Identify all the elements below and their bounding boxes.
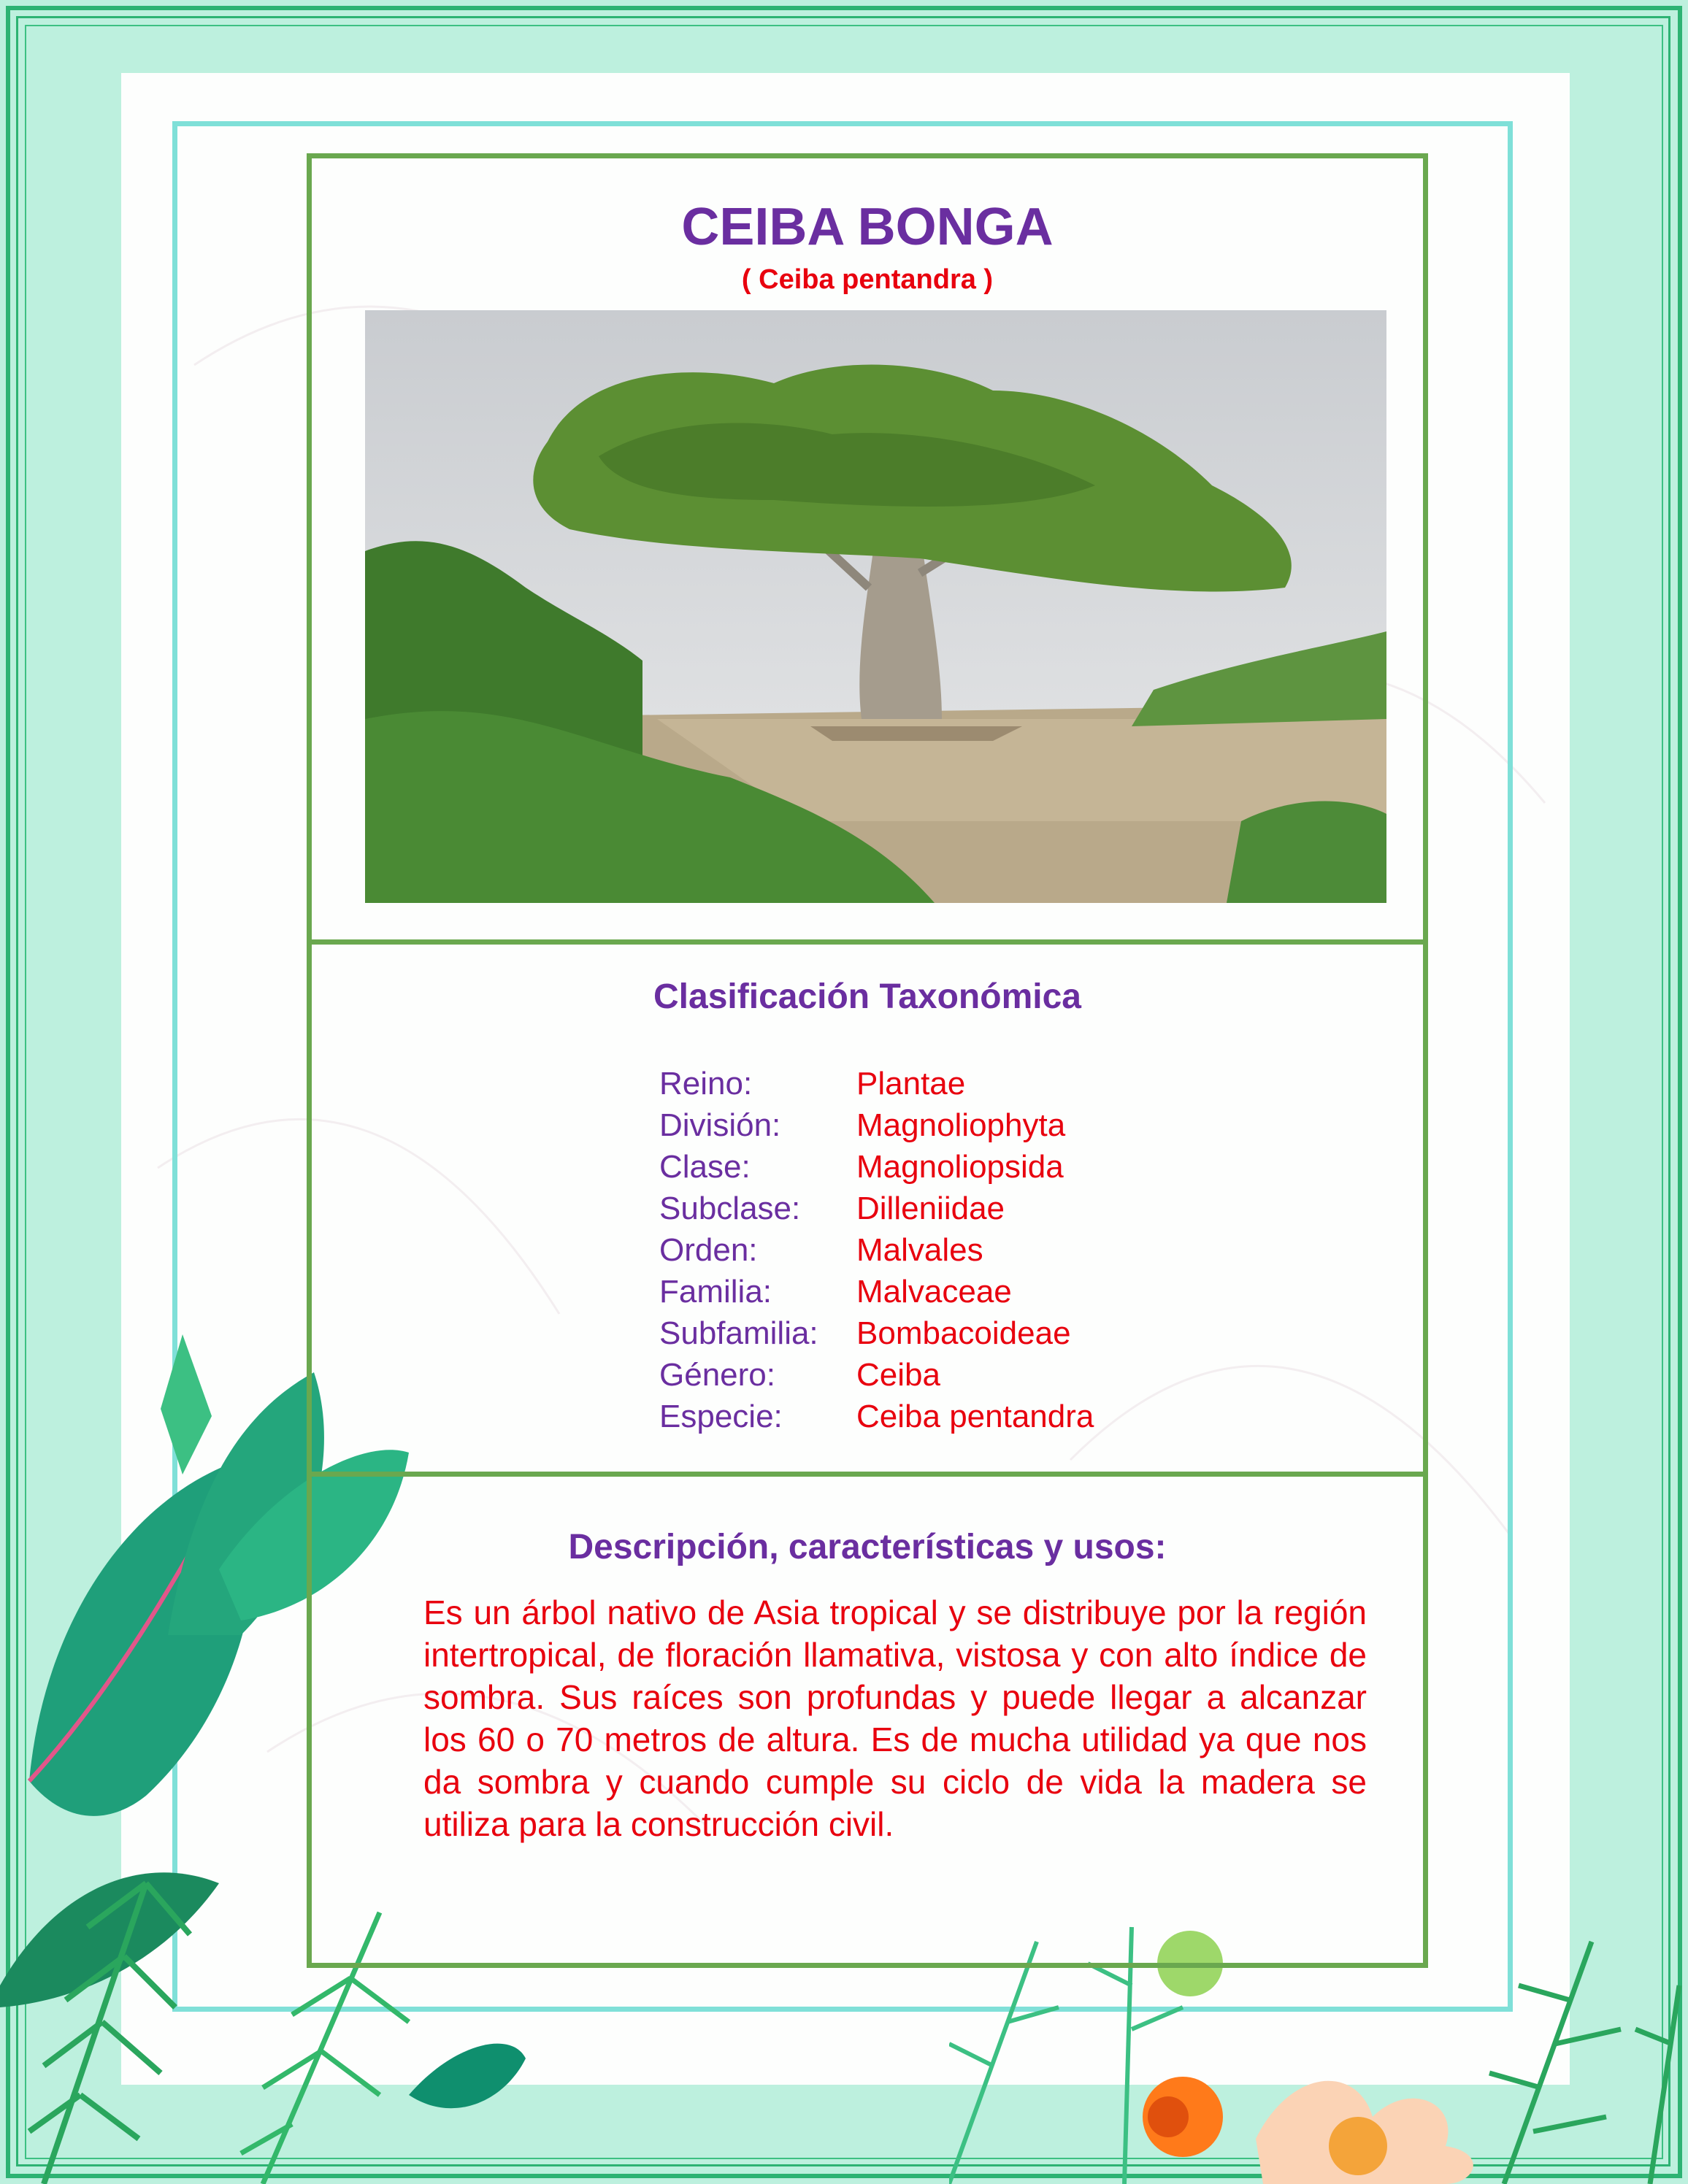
taxonomy-row bbox=[659, 1188, 1094, 1229]
taxonomy-table bbox=[659, 1063, 1094, 1437]
taxonomy-value: Bombacoideae bbox=[856, 1315, 1071, 1351]
taxonomy-value: Ceiba bbox=[856, 1357, 940, 1393]
taxonomy-value: Magnoliopsida bbox=[856, 1149, 1064, 1185]
taxonomy-label: Subfamilia: bbox=[659, 1315, 818, 1351]
taxonomy-row bbox=[659, 1312, 1094, 1354]
taxonomy-value: Ceiba pentandra bbox=[856, 1399, 1094, 1434]
description-heading: Descripción, características y usos: bbox=[568, 1528, 1167, 1566]
taxonomy-row bbox=[659, 1229, 1094, 1271]
taxonomy-label: Familia: bbox=[659, 1274, 772, 1310]
scientific-name: ( Ceiba pentandra ) bbox=[741, 264, 994, 295]
taxonomy-label: Género: bbox=[659, 1357, 775, 1393]
taxonomy-label: Clase: bbox=[659, 1149, 751, 1185]
taxonomy-value: Magnoliophyta bbox=[856, 1107, 1066, 1143]
taxonomy-label: Reino: bbox=[659, 1066, 753, 1101]
taxonomy-heading: Clasificación Taxonómica bbox=[653, 977, 1081, 1016]
page-title: CEIBA BONGA bbox=[681, 198, 1054, 256]
taxonomy-label: Especie: bbox=[659, 1399, 783, 1434]
taxonomy-row bbox=[659, 1354, 1094, 1396]
taxonomy-row bbox=[659, 1271, 1094, 1312]
taxonomy-label: Orden: bbox=[659, 1232, 758, 1268]
taxonomy-value: Malvaceae bbox=[856, 1274, 1012, 1310]
taxonomy-row bbox=[659, 1396, 1094, 1437]
taxonomy-value: Malvales bbox=[856, 1232, 983, 1268]
taxonomy-row bbox=[659, 1063, 1094, 1104]
description-text: Es un árbol nativo de Asia tropical y se distribuye por la región intertropical, de floración llamativa, vistosa y con alto índice de sombra. Sus raíces son profundas y puede llegar a alcanzar los 60 o 70 metros de altura. Es de mucha utilidad ya que nos da sombra y cuando cumple su ciclo de vida la madera se utiliza para la construcción civil. bbox=[423, 1593, 1367, 1843]
taxonomy-row bbox=[659, 1104, 1094, 1146]
taxonomy-label: División: bbox=[659, 1107, 781, 1143]
taxonomy-value: Plantae bbox=[856, 1066, 966, 1101]
taxonomy-value: Dilleniidae bbox=[856, 1191, 1005, 1226]
taxonomy-label: Subclase: bbox=[659, 1191, 801, 1226]
taxonomy-row bbox=[659, 1146, 1094, 1188]
ceiba-tree-photo bbox=[365, 310, 1386, 903]
